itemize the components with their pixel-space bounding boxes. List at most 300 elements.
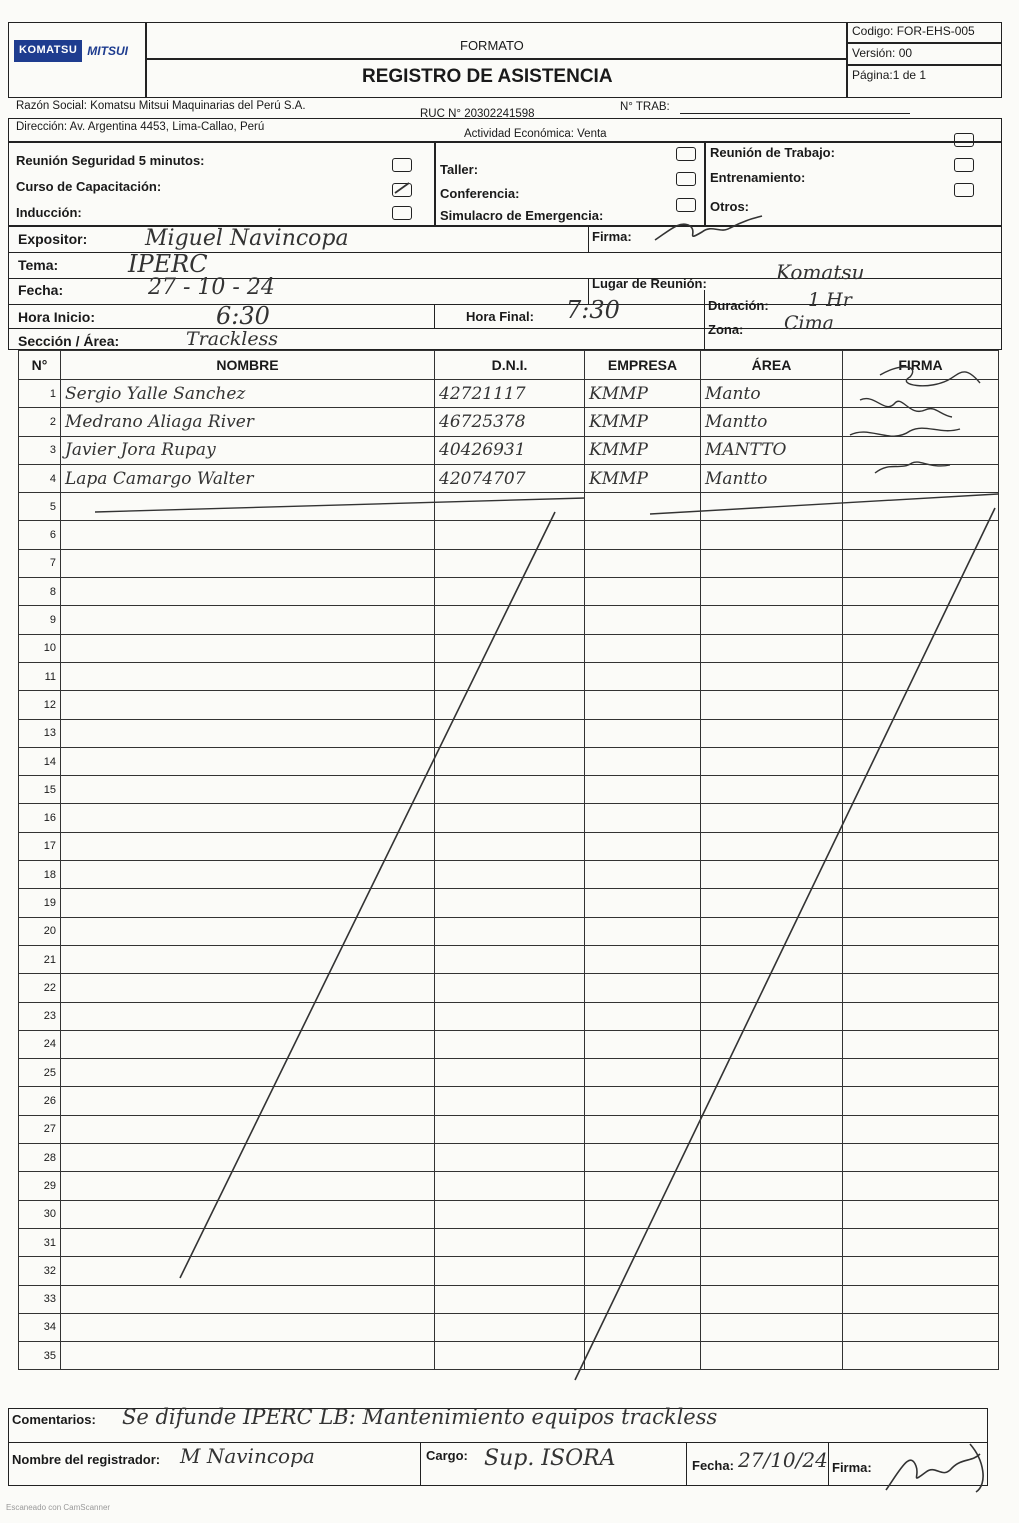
table-row [19,804,999,832]
format-label: FORMATO [460,38,524,53]
hora-final-label: Hora Final: [466,309,534,324]
row-area [701,1200,843,1228]
row-area [701,1059,843,1087]
row-empresa [585,1059,701,1087]
row-empresa [585,493,701,521]
row-dni: 42721117 [435,380,585,408]
conferencia-checkbox[interactable] [676,172,696,186]
row-area [701,691,843,719]
logo [14,40,133,62]
row-area: Mantto [701,464,843,492]
row-area [701,1172,843,1200]
lugar-value: Komatsu [776,260,865,284]
row-firma [843,776,999,804]
row-area [701,1144,843,1172]
row-dni [435,1228,585,1256]
zona-value: Cima [784,312,834,334]
table-row [19,1002,999,1030]
cargo-label: Cargo: [426,1448,468,1463]
row-nombre [61,804,435,832]
simulacro-label: Simulacro de Emergencia: [440,208,604,223]
row-nombre [61,1228,435,1256]
row-dni [435,889,585,917]
row-empresa [585,549,701,577]
row-area [701,1115,843,1143]
row-empresa [585,634,701,662]
row-number: 23 [19,1002,61,1030]
row-firma [843,521,999,549]
row-dni [435,974,585,1002]
row-firma [843,861,999,889]
col-area: ÁREA [701,351,843,380]
row-dni [435,1172,585,1200]
row-firma [843,1285,999,1313]
table-row [19,549,999,577]
row-area: MANTTO [701,436,843,464]
table-row [19,606,999,634]
fecha-value: 27 - 10 - 24 [148,275,275,300]
row-number: 27 [19,1115,61,1143]
fecha-label: Fecha: [18,282,64,298]
hora-final-value: 7:30 [566,296,620,324]
row-number: 26 [19,1087,61,1115]
row-empresa [585,1285,701,1313]
table-row [19,691,999,719]
row-dni [435,662,585,690]
row-dni [435,1313,585,1341]
row-dni [435,1144,585,1172]
row-empresa: KMMP [585,380,701,408]
row-dni [435,917,585,945]
row-empresa [585,1030,701,1058]
razon-social: Razón Social: Komatsu Mitsui Maquinarias del Perú S.A. [16,100,306,112]
row-area [701,1342,843,1370]
row-number: 25 [19,1059,61,1087]
table-row [19,1228,999,1256]
row-area [701,1087,843,1115]
page-title: REGISTRO DE ASISTENCIA [362,66,613,87]
row-area [701,974,843,1002]
row-dni [435,1200,585,1228]
row-number: 13 [19,719,61,747]
row-nombre [61,1342,435,1370]
table-row [19,1115,999,1143]
row-area [701,549,843,577]
col-firma: FIRMA [843,351,999,380]
row-nombre [61,1059,435,1087]
row-area: Mantto [701,408,843,436]
row-nombre [61,578,435,606]
row-nombre [61,1313,435,1341]
seccion-label: Sección / Área: [18,333,120,349]
row-area [701,1313,843,1341]
table-row [19,945,999,973]
table-row [19,917,999,945]
row-firma [843,1257,999,1285]
row-dni [435,1342,585,1370]
row-firma [843,1030,999,1058]
row-area [701,1285,843,1313]
row-firma [843,1172,999,1200]
code-label: Codigo: FOR-EHS-005 [852,24,975,38]
row-empresa [585,889,701,917]
row-empresa [585,1144,701,1172]
row-number: 4 [19,464,61,492]
tema-label: Tema: [18,257,59,273]
row-area [701,606,843,634]
row-number: 7 [19,549,61,577]
attendance-table [18,350,999,1370]
row-number: 33 [19,1285,61,1313]
table-row [19,662,999,690]
row-empresa [585,747,701,775]
row-firma [843,634,999,662]
footer-signature [880,1440,990,1500]
row-nombre [61,691,435,719]
ruc: RUC N° 20302241598 [420,108,535,120]
row-area [701,662,843,690]
row-nombre: Lapa Camargo Walter [61,464,435,492]
table-body [19,380,999,1370]
row-empresa [585,1115,701,1143]
row-nombre [61,1087,435,1115]
row-empresa [585,1200,701,1228]
row-firma [843,719,999,747]
row-number: 6 [19,521,61,549]
table-row [19,861,999,889]
row-number: 34 [19,1313,61,1341]
row-dni [435,1030,585,1058]
row-area [701,578,843,606]
row-number: 15 [19,776,61,804]
row-number: 5 [19,493,61,521]
row-empresa [585,606,701,634]
table-row [19,747,999,775]
row-nombre [61,861,435,889]
curso-label: Curso de Capacitación: [16,179,162,194]
mitsui-logo: MITSUI [87,44,128,58]
row-nombre [61,1002,435,1030]
reunion-seguridad-checkbox[interactable] [392,158,412,172]
row-empresa [585,945,701,973]
row-empresa [585,1257,701,1285]
row-area [701,719,843,747]
row-nombre [61,1285,435,1313]
row-empresa [585,1087,701,1115]
table-row [19,1172,999,1200]
entrenamiento-label: Entrenamiento: [710,170,806,185]
n-trab-label: N° TRAB: [620,101,670,113]
row-nombre [61,1144,435,1172]
row-empresa [585,974,701,1002]
row-nombre [61,889,435,917]
table-row [19,719,999,747]
table-row [19,1313,999,1341]
row-dni [435,634,585,662]
firma-label: Firma: [592,229,632,244]
taller-label: Taller: [440,162,479,177]
row-firma [843,1313,999,1341]
row-number: 17 [19,832,61,860]
row-empresa [585,1228,701,1256]
table-row [19,1200,999,1228]
row-number: 28 [19,1144,61,1172]
row-firma [843,691,999,719]
reunion-trabajo-checkbox[interactable] [954,133,974,147]
row-dni [435,493,585,521]
row-empresa: KMMP [585,464,701,492]
row-dni [435,832,585,860]
row-firma [843,1059,999,1087]
table-row [19,1144,999,1172]
row-firma [843,549,999,577]
row-area [701,917,843,945]
taller-checkbox[interactable] [676,147,696,161]
scanner-note: Escaneado con CamScanner [6,1503,111,1512]
induccion-checkbox[interactable] [392,206,412,220]
row-nombre [61,521,435,549]
curso-checkbox[interactable] [392,183,412,197]
row-dni [435,719,585,747]
entrenamiento-checkbox[interactable] [954,158,974,172]
row-nombre [61,1115,435,1143]
row-firma [843,832,999,860]
table-row [19,521,999,549]
row-firma [843,804,999,832]
row-area [701,861,843,889]
row-dni [435,1059,585,1087]
table-row [19,493,999,521]
seccion-value: Trackless [186,328,279,350]
row-number: 3 [19,436,61,464]
tema-value: IPERC [128,250,208,278]
row-empresa [585,832,701,860]
row-dni [435,606,585,634]
otros-label: Otros: [710,199,749,214]
row-area [701,493,843,521]
footer-fecha-label: Fecha: [692,1458,734,1473]
row-number: 30 [19,1200,61,1228]
row-dni [435,861,585,889]
row-empresa [585,776,701,804]
row-area [701,889,843,917]
row-nombre [61,945,435,973]
row-area [701,776,843,804]
col-nombre: NOMBRE [61,351,435,380]
cargo-value: Sup. ISORA [484,1446,616,1471]
row-firma [843,1002,999,1030]
row-dni: 42074707 [435,464,585,492]
reunion-trabajo-label: Reunión de Trabajo: [710,145,835,160]
zona-label: Zona: [708,322,744,337]
conferencia-label: Conferencia: [440,186,520,201]
row-firma [843,578,999,606]
footer-fecha-value: 27/10/24 [738,1448,828,1472]
row-firma [843,974,999,1002]
row-dni: 40426931 [435,436,585,464]
row-dni [435,945,585,973]
row-number: 29 [19,1172,61,1200]
table-row [19,1285,999,1313]
row-nombre [61,1257,435,1285]
row-dni [435,578,585,606]
row-firma [843,493,999,521]
row-dni [435,776,585,804]
row-dni [435,747,585,775]
hora-inicio-value: 6:30 [216,302,270,330]
row-nombre [61,719,435,747]
row-dni [435,1002,585,1030]
table-row [19,889,999,917]
registrador-value: M Navincopa [180,1444,315,1468]
otros-checkbox[interactable] [954,183,974,197]
col-n: N° [19,351,61,380]
table-row [19,1059,999,1087]
row-nombre [61,634,435,662]
row-dni [435,1257,585,1285]
row-nombre [61,662,435,690]
row-area [701,804,843,832]
row-empresa [585,578,701,606]
table-row [19,1257,999,1285]
row-empresa [585,1313,701,1341]
row-area [701,747,843,775]
row-empresa [585,719,701,747]
row-number: 22 [19,974,61,1002]
row-number: 32 [19,1257,61,1285]
induccion-label: Inducción: [16,205,82,220]
row-nombre [61,832,435,860]
row-number: 16 [19,804,61,832]
row-number: 19 [19,889,61,917]
row-area [701,1228,843,1256]
row-number: 18 [19,861,61,889]
row-signatures [840,355,1000,485]
row-firma [843,606,999,634]
row-empresa [585,691,701,719]
expositor-label: Expositor: [18,231,88,247]
row-number: 9 [19,606,61,634]
row-dni [435,1285,585,1313]
row-area [701,521,843,549]
row-number: 12 [19,691,61,719]
row-nombre [61,493,435,521]
row-empresa [585,861,701,889]
table-row [19,1030,999,1058]
row-dni [435,521,585,549]
footer-firma-label: Firma: [832,1460,872,1475]
row-area [701,1002,843,1030]
row-nombre [61,1172,435,1200]
row-nombre [61,776,435,804]
row-nombre: Sergio Yalle Sanchez [61,380,435,408]
direccion: Dirección: Av. Argentina 4453, Lima-Callao, Perú [16,121,265,133]
row-empresa [585,804,701,832]
row-firma [843,1200,999,1228]
row-empresa [585,662,701,690]
row-dni [435,804,585,832]
row-number: 24 [19,1030,61,1058]
row-empresa: KMMP [585,436,701,464]
row-number: 31 [19,1228,61,1256]
row-number: 10 [19,634,61,662]
row-number: 14 [19,747,61,775]
row-nombre [61,974,435,1002]
row-area: Manto [701,380,843,408]
table-row [19,578,999,606]
row-number: 11 [19,662,61,690]
row-firma [843,889,999,917]
row-number: 2 [19,408,61,436]
row-empresa: KMMP [585,408,701,436]
row-area [701,945,843,973]
row-nombre [61,917,435,945]
row-firma [843,662,999,690]
row-nombre [61,606,435,634]
duracion-value: 1 Hr [808,289,852,311]
duracion-label: Duración: [708,298,769,313]
row-firma [843,945,999,973]
comentarios-value: Se difunde IPERC LB: Mantenimiento equipos trackless [122,1405,718,1429]
row-empresa [585,521,701,549]
row-number: 35 [19,1342,61,1370]
check-mark-icon [391,181,411,195]
row-nombre: Medrano Aliaga River [61,408,435,436]
table-row [19,1342,999,1370]
table-row [19,1087,999,1115]
row-area [701,1030,843,1058]
col-dni: D.N.I. [435,351,585,380]
row-dni [435,691,585,719]
simulacro-checkbox[interactable] [676,198,696,212]
row-nombre [61,549,435,577]
row-firma [843,1087,999,1115]
row-nombre [61,747,435,775]
col-empresa: EMPRESA [585,351,701,380]
row-nombre [61,1200,435,1228]
page-label: Página:1 de 1 [852,68,927,82]
row-area [701,634,843,662]
expositor-signature [650,212,770,246]
row-dni [435,1087,585,1115]
reunion-seguridad-label: Reunión Seguridad 5 minutos: [16,153,205,168]
row-empresa [585,1172,701,1200]
hora-inicio-label: Hora Inicio: [18,309,96,325]
row-firma [843,1228,999,1256]
komatsu-logo: KOMATSU [14,40,82,62]
row-number: 1 [19,380,61,408]
expositor-value: Miguel Navincopa [145,226,349,251]
actividad: Actividad Económica: Venta [464,128,607,140]
row-dni: 46725378 [435,408,585,436]
comentarios-label: Comentarios: [12,1412,96,1427]
row-nombre: Javier Jora Rupay [61,436,435,464]
row-nombre [61,1030,435,1058]
row-firma [843,1144,999,1172]
table-row [19,776,999,804]
row-number: 8 [19,578,61,606]
row-firma [843,747,999,775]
row-firma [843,1342,999,1370]
row-empresa [585,1002,701,1030]
row-number: 21 [19,945,61,973]
row-empresa [585,1342,701,1370]
row-area [701,1257,843,1285]
registrador-label: Nombre del registrador: [12,1452,161,1467]
table-row [19,974,999,1002]
row-dni [435,1115,585,1143]
row-empresa [585,917,701,945]
